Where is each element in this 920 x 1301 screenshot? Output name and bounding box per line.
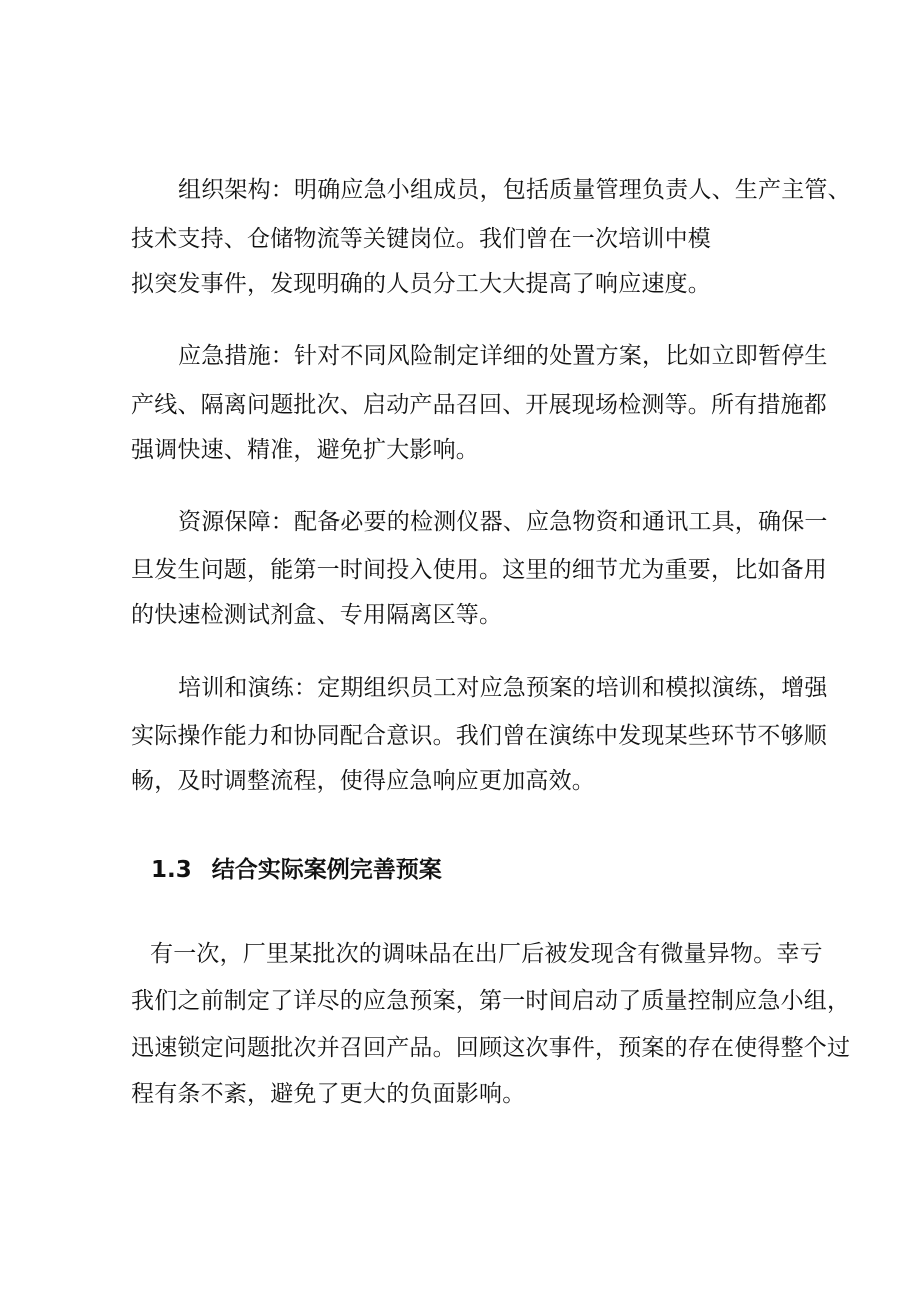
- org-paragraph-line-1: 组织架构：明确应急小组成员，包括质量管理负责人、生产主管、: [178, 177, 851, 203]
- measures-paragraph-line-1: 应急措施：针对不同风险制定详细的处置方案，比如立即暂停生: [178, 343, 828, 369]
- org-paragraph-line-2: 技术支持、仓储物流等关键岗位。我们曾在一次培训中模: [131, 226, 711, 252]
- measures-paragraph-line-3: 强调快速、精准，避免扩大影响。: [131, 437, 479, 463]
- training-paragraph-line-3: 畅，及时调整流程，使得应急响应更加高效。: [131, 768, 595, 794]
- training-paragraph-line-2: 实际操作能力和协同配合意识。我们曾在演练中发现某些环节不够顺: [131, 723, 827, 749]
- case-paragraph-line-3: 迅速锁定问题批次并召回产品。回顾这次事件，预案的存在使得整个过: [131, 1035, 851, 1061]
- resources-paragraph-line-2: 旦发生问题，能第一时间投入使用。这里的细节尤为重要，比如备用: [131, 557, 827, 583]
- case-paragraph-line-4: 程有条不紊，避免了更大的负面影响。: [131, 1081, 526, 1107]
- section-heading: [151, 854, 442, 886]
- resources-paragraph-line-1: 资源保障：配备必要的检测仪器、应急物资和通讯工具，确保一: [178, 509, 828, 535]
- section-title: 结合实际案例完善预案: [211, 857, 442, 883]
- resources-paragraph-line-3: 的快速检测试剂盒、专用隔离区等。: [131, 602, 503, 628]
- case-paragraph-line-1: 有一次，厂里某批次的调味品在出厂后被发现含有微量异物。幸亏: [150, 941, 823, 967]
- training-paragraph-line-1: 培训和演练：定期组织员工对应急预案的培训和模拟演练，增强: [178, 675, 828, 701]
- section-number: 1.3: [151, 857, 192, 883]
- org-paragraph-line-3: 拟突发事件，发现明确的人员分工大大提高了响应速度。: [131, 271, 711, 297]
- measures-paragraph-line-2: 产线、隔离问题批次、启动产品召回、开展现场检测等。所有措施都: [131, 392, 827, 418]
- case-paragraph-line-2: 我们之前制定了详尽的应急预案，第一时间启动了质量控制应急小组，: [131, 988, 851, 1014]
